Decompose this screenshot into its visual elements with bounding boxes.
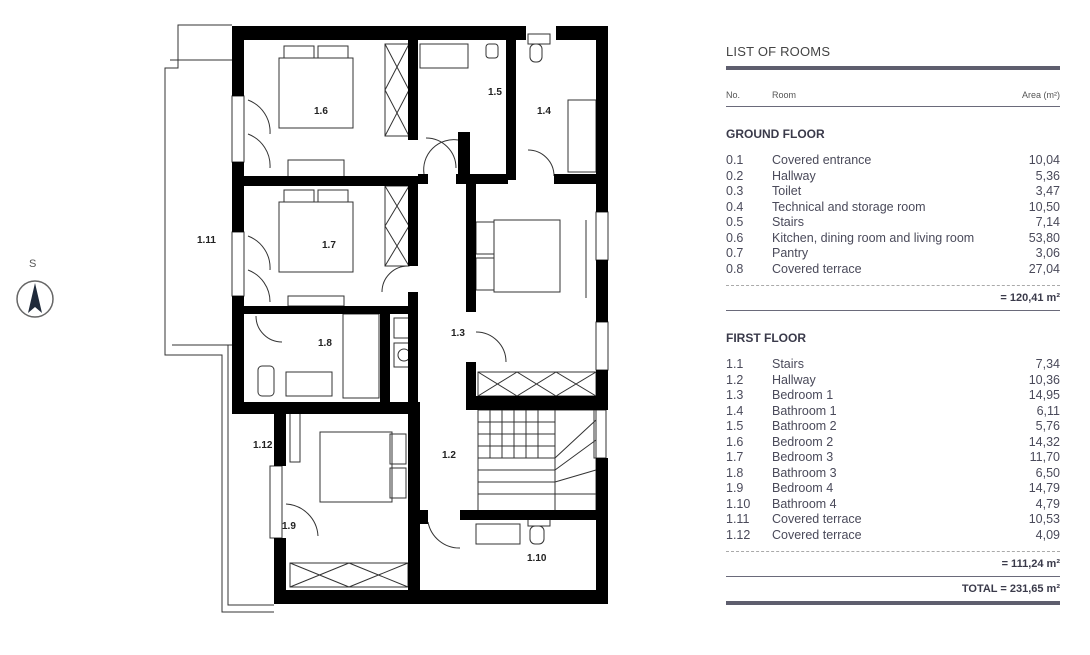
compass-label: S <box>29 258 37 270</box>
room-area: 6,11 <box>1036 403 1060 418</box>
ground-subtotal: = 120,41 m² <box>1000 292 1060 304</box>
room-row <box>726 450 1060 466</box>
room-no: 1.10 <box>726 496 751 511</box>
room-row <box>726 497 1060 513</box>
room-row <box>726 373 1060 389</box>
room-list-panel <box>726 44 1060 605</box>
room-name: Bedroom 1 <box>772 388 834 402</box>
room-row <box>726 262 1060 278</box>
room-no: 0.3 <box>726 184 744 198</box>
room-area: 14,79 <box>1028 481 1060 495</box>
room-no: 0.1 <box>726 153 744 167</box>
room-labels <box>197 87 551 564</box>
room-no: 1.6 <box>726 434 744 449</box>
room-row <box>726 528 1060 544</box>
room-no: 1.7 <box>726 450 744 464</box>
room-label-1-10: 1.10 <box>527 553 547 564</box>
room-no: 1.9 <box>726 481 744 495</box>
room-name: Covered terrace <box>772 261 862 276</box>
room-row <box>726 246 1060 262</box>
room-no: 0.2 <box>726 168 744 183</box>
room-row <box>726 357 1060 373</box>
room-no: 0.6 <box>726 230 744 245</box>
room-name: Technical and storage room <box>772 199 926 214</box>
room-row <box>726 169 1060 185</box>
room-name: Bedroom 4 <box>772 481 834 495</box>
room-area: 10,36 <box>1028 372 1060 387</box>
room-area: 7,14 <box>1035 215 1060 229</box>
room-name: Bathroom 4 <box>772 496 837 511</box>
ground-floor-list <box>726 153 1060 277</box>
grand-total: TOTAL = 231,65 m² <box>961 583 1060 595</box>
legend-title-rule <box>726 66 1060 70</box>
room-label-1-4: 1.4 <box>537 106 551 117</box>
first-floor-heading: FIRST FLOOR <box>726 331 806 345</box>
col-room-header: Room <box>772 90 797 100</box>
compass-icon <box>17 281 53 317</box>
room-no: 0.8 <box>726 261 744 276</box>
room-label-1-12: 1.12 <box>253 440 273 451</box>
header-rule <box>726 106 1060 107</box>
room-area: 5,36 <box>1035 168 1060 183</box>
room-name: Stairs <box>772 215 804 229</box>
room-area: 53,80 <box>1028 230 1060 245</box>
room-no: 0.4 <box>726 199 744 214</box>
room-row <box>726 184 1060 200</box>
room-label-1-8: 1.8 <box>318 338 332 349</box>
room-no: 0.5 <box>726 215 744 229</box>
room-row <box>726 466 1060 482</box>
room-label-1-6: 1.6 <box>314 106 328 117</box>
room-label-1-3: 1.3 <box>451 328 465 339</box>
room-name: Hallway <box>772 168 816 183</box>
room-area: 3,47 <box>1035 184 1060 198</box>
room-no: 1.2 <box>726 372 744 387</box>
room-no: 1.3 <box>726 388 744 402</box>
room-name: Covered entrance <box>772 153 872 167</box>
legend-column-header <box>726 90 1060 100</box>
room-area: 4,09 <box>1035 527 1060 542</box>
room-area: 6,50 <box>1035 465 1060 480</box>
room-name: Covered terrace <box>772 527 862 542</box>
room-area: 14,32 <box>1028 434 1060 449</box>
room-area: 7,34 <box>1035 357 1060 371</box>
room-label-1-5: 1.5 <box>488 87 502 98</box>
terrace-outlines <box>165 25 274 612</box>
room-row <box>726 404 1060 420</box>
room-label-1-2: 1.2 <box>442 450 456 461</box>
room-row <box>726 153 1060 169</box>
room-no: 1.11 <box>726 512 750 526</box>
room-area: 4,79 <box>1035 496 1060 511</box>
room-no: 1.12 <box>726 527 751 542</box>
room-area: 10,50 <box>1028 199 1060 214</box>
room-row <box>726 512 1060 528</box>
room-area: 10,53 <box>1028 512 1060 526</box>
room-row <box>726 388 1060 404</box>
room-name: Bathroom 3 <box>772 465 837 480</box>
room-area: 5,76 <box>1035 419 1060 433</box>
room-name: Toilet <box>772 184 802 198</box>
room-row <box>726 419 1060 435</box>
legend-title: LIST OF ROOMS <box>726 44 831 59</box>
ground-floor-heading: GROUND FLOOR <box>726 127 825 141</box>
total-rule <box>726 601 1060 605</box>
room-row <box>726 215 1060 231</box>
room-name: Bathroom 1 <box>772 403 837 418</box>
room-no: 1.1 <box>726 357 744 371</box>
room-name: Stairs <box>772 357 804 371</box>
room-row <box>726 435 1060 451</box>
col-area-header: Area (m²) <box>1022 90 1060 100</box>
room-area: 11,70 <box>1029 450 1060 464</box>
first-subtotal: = 111,24 m² <box>1001 558 1060 570</box>
room-name: Bedroom 3 <box>772 450 834 464</box>
room-name: Kitchen, dining room and living room <box>772 230 975 245</box>
room-name: Pantry <box>772 246 809 260</box>
first-floor-list <box>726 357 1060 543</box>
room-row <box>726 200 1060 216</box>
room-row <box>726 231 1060 247</box>
room-no: 1.5 <box>726 419 744 433</box>
walls <box>232 26 608 604</box>
room-name: Bathroom 2 <box>772 419 837 433</box>
room-label-1-11: 1.11 <box>197 235 216 246</box>
room-label-1-7: 1.7 <box>322 240 336 251</box>
room-name: Bedroom 2 <box>772 434 834 449</box>
col-no-header: No. <box>726 90 741 100</box>
room-label-1-9: 1.9 <box>282 521 296 532</box>
room-area: 10,04 <box>1028 153 1060 167</box>
room-area: 14,95 <box>1028 388 1060 402</box>
room-no: 1.8 <box>726 465 744 480</box>
room-area: 3,06 <box>1035 246 1060 260</box>
room-area: 27,04 <box>1028 261 1060 276</box>
room-no: 1.4 <box>726 403 744 418</box>
room-no: 0.7 <box>726 246 744 260</box>
room-row <box>726 481 1060 497</box>
ground-rule <box>726 310 1060 311</box>
room-name: Hallway <box>772 372 816 387</box>
room-name: Covered terrace <box>772 512 862 526</box>
